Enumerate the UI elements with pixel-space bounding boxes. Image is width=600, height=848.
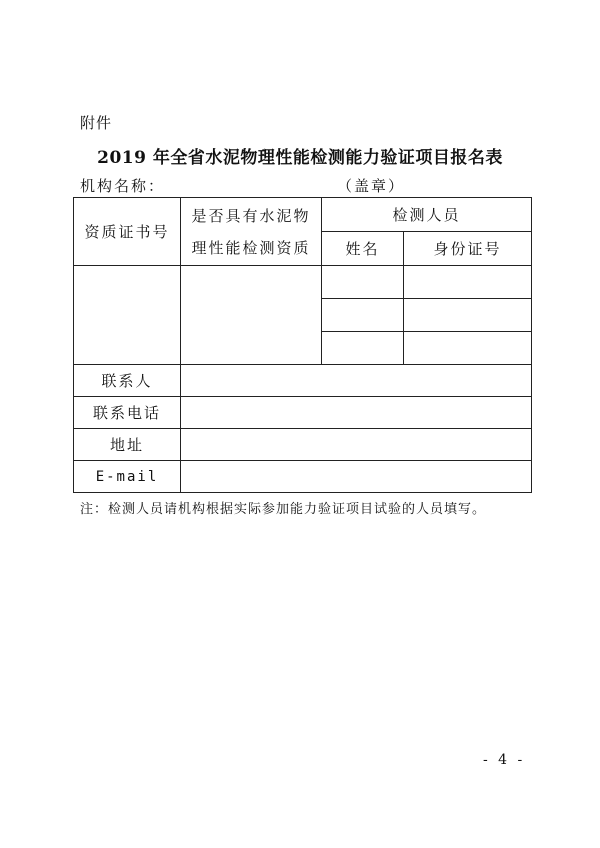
staff-name-cell[interactable] [322, 266, 404, 299]
address-row [74, 429, 532, 461]
staff-header: 检测人员 [322, 198, 532, 232]
name-header: 姓名 [322, 232, 404, 266]
data-row [74, 266, 532, 299]
staff-name-cell[interactable] [322, 332, 404, 365]
qualification-header-line2: 理性能检测资质 [191, 238, 311, 257]
staff-name-cell[interactable] [322, 299, 404, 332]
qualification-header-line1: 是否具有水泥物 [191, 206, 311, 225]
staff-id-cell[interactable] [404, 266, 532, 299]
phone-label: 联系电话 [74, 397, 181, 429]
staff-id-cell[interactable] [404, 299, 532, 332]
seal-label: （盖章） [337, 177, 406, 195]
email-row [74, 461, 532, 493]
staff-id-cell[interactable] [404, 332, 532, 365]
contact-row [74, 365, 532, 397]
cert-number-header: 资质证书号 [74, 198, 181, 266]
cert-number-cell[interactable] [74, 266, 181, 365]
phone-value-cell[interactable] [181, 397, 532, 429]
email-label: E-mail [74, 461, 181, 493]
email-value-cell[interactable] [181, 461, 532, 493]
page-number: - 4 - [483, 752, 526, 768]
form-title: 2019 年全省水泥物理性能检测能力验证项目报名表 [97, 148, 503, 168]
address-value-cell[interactable] [181, 429, 532, 461]
qualification-cell[interactable] [181, 266, 322, 365]
id-number-header: 身份证号 [404, 232, 532, 266]
registration-table [73, 197, 532, 493]
phone-row [74, 397, 532, 429]
annex-label: 附件 [80, 114, 113, 132]
address-label: 地址 [74, 429, 181, 461]
contact-value-cell[interactable] [181, 365, 532, 397]
header-row-1 [74, 198, 532, 232]
qualification-header [181, 198, 322, 266]
contact-label: 联系人 [74, 365, 181, 397]
org-name-label: 机构名称： [80, 177, 166, 195]
footnote: 注：检测人员请机构根据实际参加能力验证项目试验的人员填写。 [80, 502, 487, 517]
